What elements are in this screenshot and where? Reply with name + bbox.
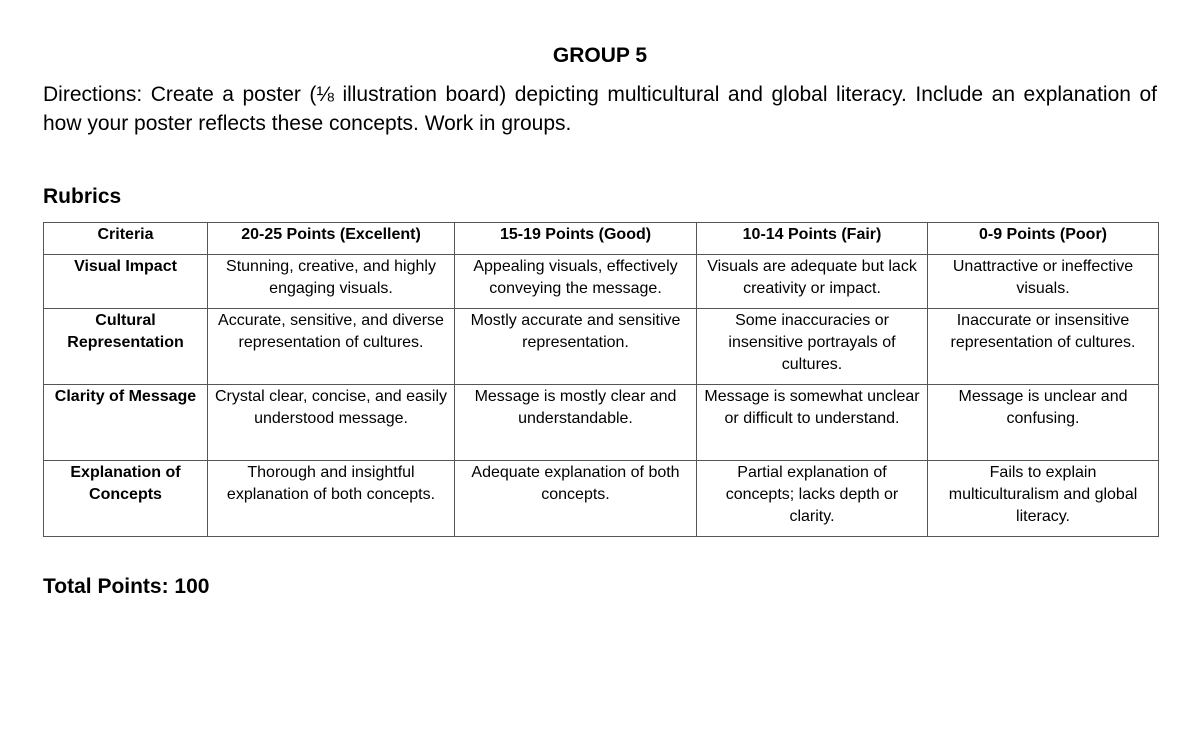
header-fair: 10-14 Points (Fair) <box>697 223 928 255</box>
excellent-cell: Thorough and insightful explanation of both concepts. <box>208 461 455 537</box>
criteria-cell: Cultural Representation <box>44 309 208 385</box>
table-row <box>44 255 1159 309</box>
fair-cell: Partial explanation of concepts; lacks depth or clarity. <box>697 461 928 537</box>
header-excellent: 20-25 Points (Excellent) <box>208 223 455 255</box>
good-cell: Mostly accurate and sensitive representation. <box>455 309 697 385</box>
excellent-cell: Accurate, sensitive, and diverse representation of cultures. <box>208 309 455 385</box>
fair-cell: Some inaccuracies or insensitive portrayals of cultures. <box>697 309 928 385</box>
poor-cell: Unattractive or ineffective visuals. <box>928 255 1159 309</box>
good-cell: Appealing visuals, effectively conveying the message. <box>455 255 697 309</box>
table-row <box>44 309 1159 385</box>
table-row <box>44 461 1159 537</box>
fair-cell: Visuals are adequate but lack creativity or impact. <box>697 255 928 309</box>
excellent-cell: Crystal clear, concise, and easily understood message. <box>208 385 455 461</box>
header-good: 15-19 Points (Good) <box>455 223 697 255</box>
table-row <box>44 385 1159 461</box>
table-header-row <box>44 223 1159 255</box>
good-cell: Adequate explanation of both concepts. <box>455 461 697 537</box>
header-criteria: Criteria <box>44 223 208 255</box>
poor-cell: Inaccurate or insensitive representation of cultures. <box>928 309 1159 385</box>
good-cell: Message is mostly clear and understandable. <box>455 385 697 461</box>
criteria-cell: Clarity of Message <box>44 385 208 461</box>
rubrics-heading: Rubrics <box>43 185 122 208</box>
excellent-cell: Stunning, creative, and highly engaging visuals. <box>208 255 455 309</box>
total-points: Total Points: 100 <box>43 575 210 598</box>
page-title: GROUP 5 <box>552 44 648 67</box>
criteria-cell: Visual Impact <box>44 255 208 309</box>
header-poor: 0-9 Points (Poor) <box>928 223 1159 255</box>
rubric-table <box>43 222 1159 537</box>
poor-cell: Message is unclear and confusing. <box>928 385 1159 461</box>
fair-cell: Message is somewhat unclear or difficult to understand. <box>697 385 928 461</box>
poor-cell: Fails to explain multiculturalism and global literacy. <box>928 461 1159 537</box>
criteria-cell: Explanation of Concepts <box>44 461 208 537</box>
directions-text: Directions: Create a poster (⅛ illustration board) depicting multicultural and global literacy. Include an explanation of how your poster reflects these concepts. Work in groups. <box>43 83 1157 135</box>
